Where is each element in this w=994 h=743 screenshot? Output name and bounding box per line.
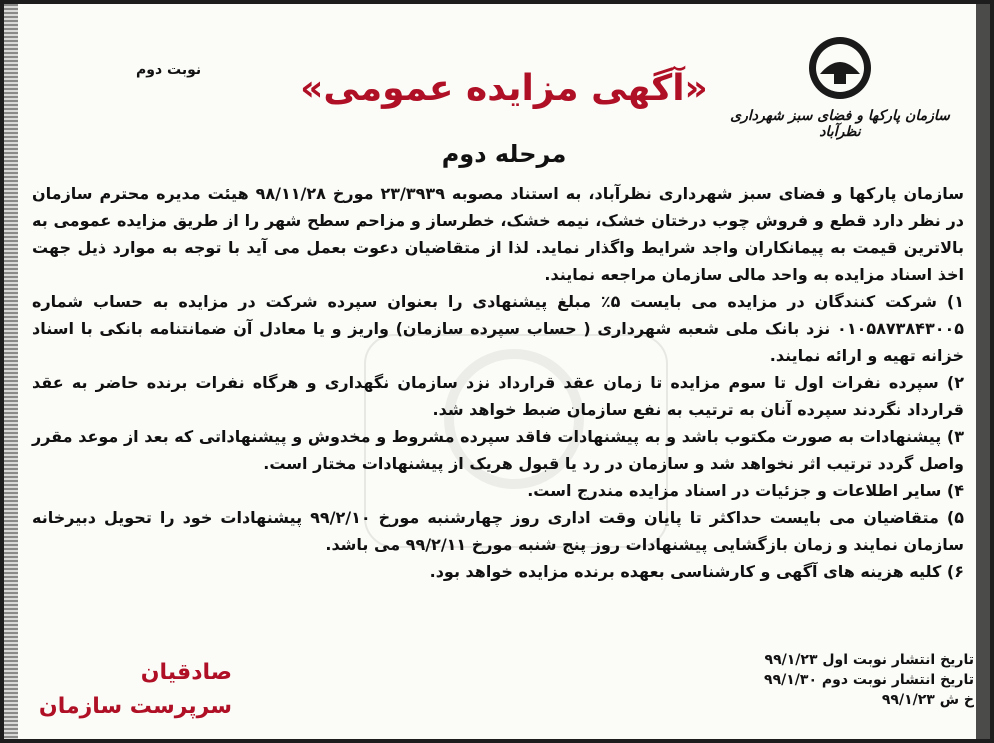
condition-item: ۴) سایر اطلاعات و جزئیات در اسناد مزایده مندرج است.: [527, 481, 964, 500]
publication-dates: [724, 650, 974, 710]
notice-body: [32, 180, 964, 585]
round-label: نوبت دوم: [136, 62, 202, 78]
condition-item: ۵) متقاضیان می بایست حداکثر تا پایان وقت اداری روز چهارشنبه مورخ ۹۹/۲/۱۰ پیشنهادات خود را تحویل دبیرخانه سازمان نمایند و زمان بازگشایی پیشنهادات روز پنج شنبه مورخ ۹۹/۲/۱۱ می باشد.: [32, 508, 964, 554]
first-publication-date: تاریخ انتشار نوبت اول ۹۹/۱/۲۳: [764, 652, 974, 668]
condition-item: ۲) سپرده نفرات اول تا سوم مزایده تا زمان عقد قرارداد نزد سازمان نگهداری و هرگاه نفرات برنده حاضر به عقد قرارداد نگردند سپرده آنان به ترتیب به نفع سازمان ضبط خواهد شد.: [32, 373, 964, 419]
condition-item: ۶) کلیه هزینه های آگهی و کارشناسی بعهده برنده مزایده خواهد بود.: [429, 562, 964, 581]
signature-block: [32, 656, 232, 724]
intro-paragraph: سازمان پارکها و فضای سبز شهرداری نظرآباد، به استناد مصوبه ۲۳/۳۹۳۹ مورخ ۹۸/۱۱/۲۸ هیئت مدیره محترم سازمان در نظر دارد قطع و فروش چوب درختان خشک، نیمه خشک، خطرساز و مزاحم سطح شهر را از طریق مزایده عمومی به بالاترین قیمت به پیمانکاران واجد شرایط واگذار نماید. لذا از متقاضیان دعوت بعمل می آید با توجه به موارد ذیل جهت اخذ اسناد مزایده به واحد مالی سازمان مراجعه نمایند.: [32, 184, 964, 284]
second-publication-date: تاریخ انتشار نوبت دوم ۹۹/۱/۳۰: [764, 672, 974, 688]
condition-item: ۱) شرکت کنندگان در مزایده می بایست ۵٪ مبلغ پیشنهادی را بعنوان سپرده شرکت در مزایده به حساب شماره ۰۱۰۵۸۷۳۸۴۳۰۰۵ نزد بانک ملی شعبه شهرداری ( حساب سپرده سازمان) واریز و یا معادل آن ضمانتنامه بانکی با اسناد خزانه تهیه و ارائه نمایند.: [32, 292, 965, 365]
signer-role: سرپرست سازمان: [38, 694, 232, 719]
notice-code: خ ش ۹۹/۱/۲۳: [881, 692, 974, 708]
signer-name: صادقیان: [140, 660, 232, 685]
condition-item: ۳) پیشنهادات به صورت مکتوب باشد و به پیشنهادات فاقد سپرده مشروط و مخدوش و پیشنهاداتی که بعد از موعد مقرر واصل گردد ترتیب اثر نخواهد شد و سازمان در رد یا قبول هریک از پیشنهادات مختار است.: [32, 427, 964, 473]
right-border-stripe: [976, 4, 990, 739]
left-border-stripe: [4, 4, 18, 739]
notice-title: «آگهی مزایده عمومی»: [300, 68, 708, 109]
stage-label: مرحله دوم: [441, 140, 567, 168]
org-name: سازمان پارکها و فضای سبز شهرداری نظرآباد: [730, 108, 950, 140]
municipality-logo-icon: [806, 34, 874, 102]
org-logo-block: [730, 34, 950, 140]
